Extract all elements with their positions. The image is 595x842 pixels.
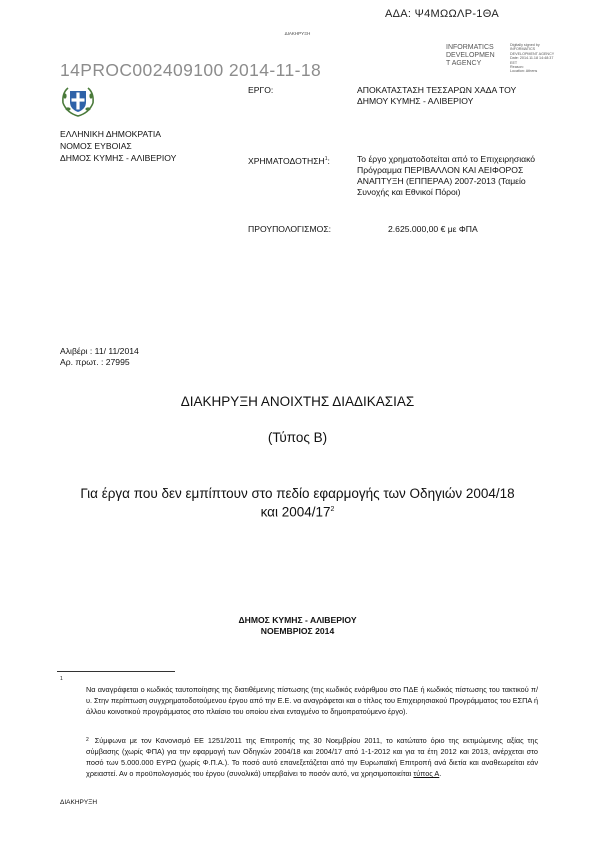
protocol-number: Αρ. πρωτ. : 27995 <box>60 357 130 367</box>
issuer-line: ΕΛΛΗΝΙΚΗ ΔΗΜΟΚΡΑΤΙΑ <box>60 129 161 139</box>
document-id-stamp: 14PROC002409100 2014-11-18 <box>60 60 322 80</box>
page-footer: ΔΙΑΚΗΡΥΞΗ <box>60 799 98 806</box>
municipality-name: ΔΗΜΟΣ ΚΥΜΗΣ - ΑΛΙΒΕΡΙΟΥ <box>238 615 357 625</box>
signature-line: Reason: <box>510 65 524 70</box>
issuer-line: ΝΟΜΟΣ ΕΥΒΟΙΑΣ <box>60 140 132 151</box>
greek-coat-of-arms-icon <box>60 84 96 118</box>
issuer-block <box>60 129 176 164</box>
funding-label <box>248 154 330 167</box>
top-running-header: ΔΙΑΚΗΡΥΞΗ <box>284 31 311 36</box>
date-line: Αλιβέρι : 11/ 11/2014 <box>60 346 139 356</box>
signature-line: EET <box>510 60 518 65</box>
footnote-1-marker: 1 <box>60 676 63 682</box>
footnote-1-text: Να αναγράφεται ο κωδικός ταυτοποίησης της διατιθέμενης πίστωσης (της κωδικός ενάριθμου στο ΠΔΕ ή κωδικός πίστωσης του τακτικού π/υ. Στην περίπτωση συγχρηματοδοτούμενου έργου από την Ε.Ε. να αναγράφεται και ο τίτλος του Επιχειρησιακού Προγράμματος του ΕΣΠΑ ή άλλου κοινοτικού προγράμματος στο πλαίσιο του οποίου είναι ενταγμένο το δημοπρατούμενο έργο). <box>86 685 538 716</box>
footnote-2-end: . <box>439 769 442 778</box>
funding-label-text: ΧΡΗΜΑΤΟΔΟΤΗΣΗ <box>248 155 325 166</box>
budget-label: ΠΡΟΥΠΟΛΟΓΙΣΜΟΣ: <box>248 224 332 234</box>
budget-value: 2.625.000,00 € με ΦΠΑ <box>388 224 478 234</box>
digital-signature-block <box>510 43 570 74</box>
scope-text: Για έργα που δεν εμπίπτουν στο πεδίο εφαρμογής των Οδηγιών 2004/18 και 2004/17 <box>80 486 515 520</box>
municipality-block <box>0 615 595 637</box>
ada-code: ΑΔΑ: Ψ4ΜΩΩΛΡ-1ΘΑ <box>385 8 500 20</box>
scope-heading <box>70 486 525 521</box>
agency-line: DEVELOPMEN <box>446 52 495 59</box>
project-value: ΑΠΟΚΑΤΑΣΤΑΣΗ ΤΕΣΣΑΡΩΝ ΧΑΔΑ ΤΟΥ ΔΗΜΟΥ ΚΥΜΗΣ - ΑΛΙΒΕΡΙΟΥ <box>357 85 517 106</box>
footnote-2-text: Σύμφωνα με τον Κανονισμό ΕΕ 1251/2011 της Επιτροπής της 30 Νοεμβρίου 2011, το κατώτατο όριο της εκτιμώμενης αξίας της σύμβασης (χωρίς ΦΠΑ) για την εφαρμογή των Οδηγιών 2004/18 και 2004/17 από 1-1-2012 και για τα έτη 2012 και 2013, ανέρχεται στο ποσό των 5.000.000 ΕΥΡΩ (χωρίς Φ.Π.Α.). Το ποσό αυτό επανεξετάζεται από την Ευρωπαϊκή Επιτροπή ανά διετία και αναθεωρείται εάν χρειαστεί. Αν ο προϋπολογισμός του έργου (συνολικά) υπερβαίνει το ποσόν αυτό, να χρησιμοποιείται <box>86 736 538 778</box>
issuer-line: ΔΗΜΟΣ ΚΥΜΗΣ - ΑΛΙΒΕΡΙΟΥ <box>60 152 177 163</box>
signature-line: DEVELOPMENT AGENCY <box>510 51 555 56</box>
document-title: ΔΙΑΚΗΡΥΞΗ ΑΝΟΙΧΤΗΣ ΔΙΑΔΙΚΑΣΙΑΣ <box>180 394 415 409</box>
funding-value: Το έργο χρηματοδοτείται από το Επιχειρησιακό Πρόγραμμα ΠΕΡΙΒΑΛΛΟΝ ΚΑΙ ΑΕΙΦΟΡΟΣ ΑΝΑΠΤΥΞΗ (ΕΠΠΕΡΑΑ) 2007-2013 (Ταμείο Συνοχής και Εθνικοί Πόροι) <box>357 154 536 197</box>
signature-line: Location: Athens <box>510 69 538 74</box>
issue-month: ΝΟΕΜΒΡΙΟΣ 2014 <box>260 626 335 636</box>
footnote-marker: 2 <box>330 506 335 513</box>
procedure-type: (Τύπος Β) <box>267 430 328 445</box>
signature-line: Date: 2014.11.18 14:48:37 <box>510 56 554 61</box>
funding-label-colon: : <box>327 155 330 166</box>
agency-line: T AGENCY <box>446 60 482 67</box>
date-block <box>60 346 139 368</box>
signature-line: Digitally signed by <box>510 43 540 47</box>
footnote-2-link: τύπος Α <box>413 769 440 778</box>
agency-stamp <box>446 44 508 68</box>
footnote-separator <box>57 671 175 672</box>
footnote-2 <box>86 735 538 779</box>
footnote-marker: 1 <box>324 156 328 162</box>
signature-line: INFORMATICS <box>510 47 536 52</box>
agency-line: INFORMATICS <box>446 44 494 51</box>
footnote-2-marker: 2 <box>86 737 89 743</box>
project-label: ΕΡΓΟ: <box>248 85 274 95</box>
